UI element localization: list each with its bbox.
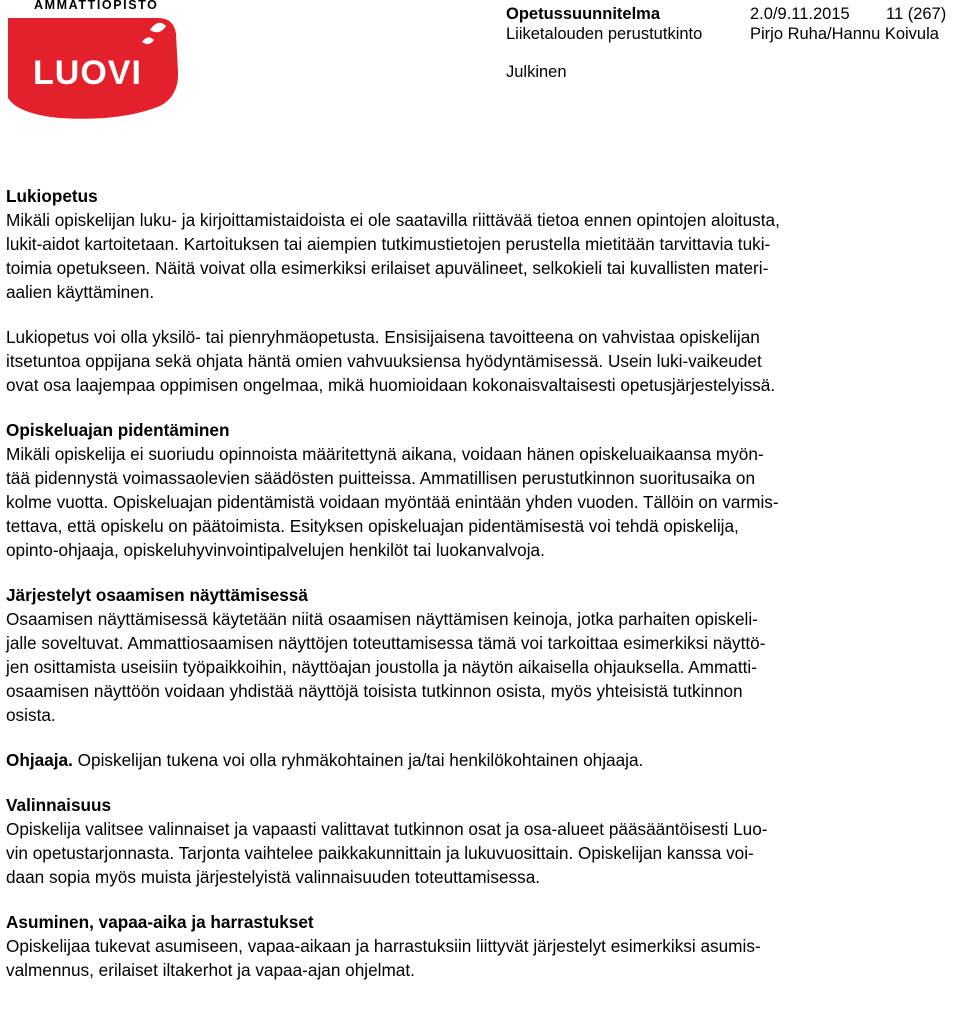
text-line: tää pidennystä voimassaolevien säädösten puitteissa. Ammatillisen perustutkinnon suoritusaika on	[6, 468, 756, 488]
section-valinnaisuus	[6, 793, 956, 889]
text-line: valmennus, erilaiset iltakerhot ja vapaa-ajan ohjelmat.	[6, 960, 415, 980]
section-heading: Asuminen, vapaa-aika ja harrastukset	[6, 912, 314, 932]
section-asuminen	[6, 910, 956, 982]
text-line: jen osittamista useisiin työpaikkoihin, näyttöajan joustolla ja näytön aikaisella ohjauksella. Ammatti-	[6, 657, 757, 677]
doc-version: 2.0/9.11.2015	[750, 5, 850, 23]
text-line: Osaamisen näyttämisessä käytetään niitä osaamisen näyttämisen keinoja, jotka parhaiten opiskeli-	[6, 609, 758, 629]
text-line: ovat osa laajempaa oppimisen ongelmaa, mikä huomioidaan kokonaisvaltaisesti opetusjärjestelyissä.	[6, 375, 776, 395]
text-line: kolme vuotta. Opiskeluajan pidentämistä voidaan myöntää enintään yhden vuoden. Tällöin on varmis-	[6, 492, 779, 512]
section-heading: Ohjaaja.	[6, 750, 73, 770]
text-line: Opiskelijan tukena voi olla ryhmäkohtainen ja/tai henkilökohtainen ohjaaja.	[72, 750, 644, 770]
logo-icon	[0, 14, 185, 124]
section-ohjaaja	[6, 748, 956, 772]
section-lukiopetus	[6, 184, 956, 304]
section-heading: Järjestelyt osaamisen näyttämisessä	[6, 585, 308, 605]
doc-status: Julkinen	[506, 63, 567, 81]
text-line: opinto-ohjaaja, opiskeluhyvinvointipalvelujen henkilöt tai luokanvalvoja.	[6, 540, 545, 560]
text-line: Mikäli opiskelijan luku- ja kirjoittamistaidoista ei ole saatavilla riittävää tietoa ennen opintojen aloitusta,	[6, 210, 780, 230]
text-line: Opiskelijaa tukevat asumiseen, vapaa-aikaan ja harrastuksiin liittyvät järjestelyt esimerkiksi asumis-	[6, 936, 761, 956]
document-body	[6, 184, 956, 1003]
text-line: aalien käyttäminen.	[6, 282, 155, 302]
page-number: 11 (267)	[886, 5, 947, 23]
text-line: Opiskelija valitsee valinnaiset ja vapaasti valittavat tutkinnon osat ja osa-alueet pääsääntöisesti Luo-	[6, 819, 768, 839]
text-line: Lukiopetus voi olla yksilö- tai pienryhmäopetusta. Ensisijaisena tavoitteena on vahvistaa opiskelijan	[6, 327, 760, 347]
text-line: toimia opetukseen. Näitä voivat olla esimerkiksi erilaiset apuvälineet, selkokieli tai kuvallisten materi-	[6, 258, 769, 278]
section-heading: Lukiopetus	[6, 186, 98, 206]
logo-top-text: AMMATTIOPISTO	[34, 0, 159, 12]
text-line: jalle soveltuvat. Ammattiosaamisen näyttöjen toteuttamisessa tämä voi tarkoittaa esimerkiksi näyttö-	[6, 633, 766, 653]
section-heading: Opiskeluajan pidentäminen	[6, 420, 230, 440]
text-line: osista.	[6, 705, 56, 725]
text-line: lukit-aidot kartoitetaan. Kartoituksen tai aiempien tutkimustietojen perustella mietitään tarvittavia tuki-	[6, 234, 771, 254]
text-line: Mikäli opiskelija ei suoriudu opinnoista määritettynä aikana, voidaan hänen opiskeluaikaansa myön-	[6, 444, 764, 464]
text-line: daan sopia myös muista järjestelyistä valinnaisuuden toteuttamisessa.	[6, 867, 541, 887]
doc-authors: Pirjo Ruha/Hannu Koivula	[750, 25, 939, 43]
doc-title: Opetussuunnitelma	[506, 5, 661, 23]
text-line: tettava, että opiskelu on päätoimista. Esityksen opiskeluajan pidentämisestä voi tehdä opiskelija,	[6, 516, 739, 536]
text-line: vin opetustarjonnasta. Tarjonta vaihtelee paikkakunnittain ja lukuvuosittain. Opiskelijan kanssa voi-	[6, 843, 754, 863]
luovi-logo	[0, 0, 185, 125]
logo-brand-text: LUOVI	[33, 54, 142, 92]
text-line: osaamisen näyttöön voidaan yhdistää näyttöjä toisista tutkinnon osista, myös yhteisistä tutkinnon	[6, 681, 743, 701]
doc-subtitle: Liiketalouden perustutkinto	[506, 25, 703, 43]
section-naytot	[6, 583, 956, 727]
section-opiskeluaika	[6, 418, 956, 562]
paragraph-lukiopetus-2	[6, 325, 956, 397]
section-heading: Valinnaisuus	[6, 795, 112, 815]
text-line: itsetuntoa oppijana sekä ohjata häntä omien vahvuuksiensa hyödyntämisessä. Usein luki-vaikeudet	[6, 351, 762, 371]
